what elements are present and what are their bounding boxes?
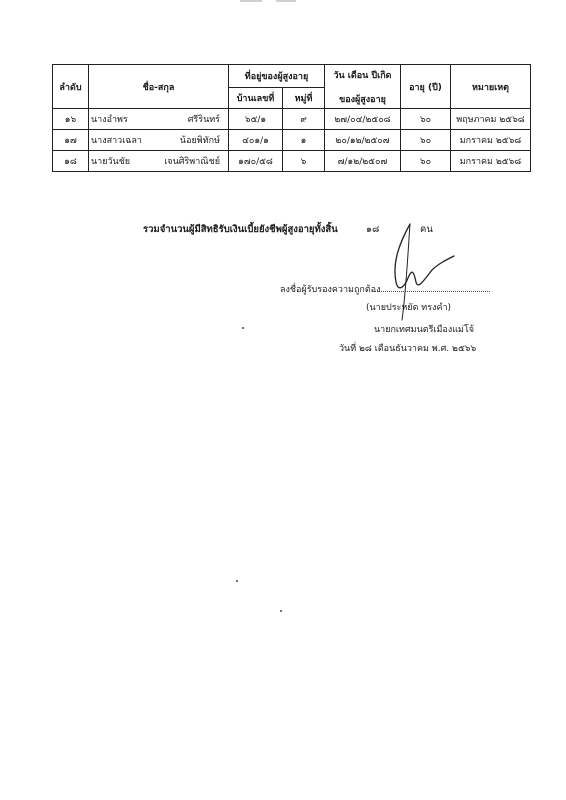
cell-village: ๙ (283, 109, 325, 130)
cell-house-no: ๖๕/๑ (229, 109, 283, 130)
cell-seq: ๑๘ (53, 151, 89, 172)
table-header-row (53, 65, 531, 88)
table-row (53, 151, 531, 172)
certifier-label: ลงชื่อผู้รับรองความถูกต้อง (280, 285, 381, 295)
scan-artifact (240, 0, 310, 4)
cell-village: ๖ (283, 151, 325, 172)
header-age: อายุ (ปี) (401, 65, 451, 109)
header-seq: ลำดับ (53, 65, 89, 109)
header-address: ที่อยู่ของผู้สูงอายุ (229, 65, 325, 88)
cell-name (89, 130, 229, 151)
cell-age: ๖๐ (401, 151, 451, 172)
header-name: ชื่อ-สกุล (89, 65, 229, 109)
cell-birthdate: ๒๗/๐๔/๒๕๐๘ (325, 109, 401, 130)
cell-last-name: ศรีรินทร์ (187, 115, 220, 125)
header-birthdate-line2: ของผู้สูงอายุ (339, 94, 386, 105)
cell-seq: ๑๗ (53, 130, 89, 151)
elderly-allowance-table (52, 64, 531, 172)
header-birthdate (325, 65, 401, 109)
cell-house-no: ๔๐๑/๑ (229, 130, 283, 151)
header-village: หมู่ที่ (283, 88, 325, 109)
scan-speck (280, 610, 282, 612)
cell-first-name: นายวันชัย (91, 157, 131, 167)
scan-speck (242, 327, 244, 329)
signature-dotted-line (374, 291, 490, 292)
cell-last-name: เจนศิริพาณิชย์ (164, 157, 220, 167)
cell-last-name: น้อยพิทักษ์ (179, 136, 220, 146)
cell-birthdate: ๗/๑๒/๒๕๐๗ (325, 151, 401, 172)
table-row (53, 109, 531, 130)
cell-note: มกราคม ๒๕๖๘ (451, 151, 531, 172)
cell-note: พฤษภาคม ๒๕๖๘ (451, 109, 531, 130)
cell-name (89, 151, 229, 172)
table-row (53, 130, 531, 151)
summary-unit: คน (420, 224, 433, 235)
certification-date: วันที่ ๒๘ เดือนธันวาคม พ.ศ. ๒๕๖๖ (339, 344, 477, 354)
cell-seq: ๑๖ (53, 109, 89, 130)
cell-first-name: นางอำพร (91, 115, 128, 125)
summary-label: รวมจำนวนผู้มีสิทธิรับเงินเบี้ยยังชีพผู้สูงอายุทั้งสิ้น (143, 224, 338, 235)
cell-age: ๖๐ (401, 109, 451, 130)
summary-count: ๑๘ (366, 224, 380, 235)
signer-name: (นายประหยัด ทรงคำ) (366, 303, 452, 313)
cell-birthdate: ๒๐/๑๒/๒๕๐๗ (325, 130, 401, 151)
cell-note: มกราคม ๒๕๖๘ (451, 130, 531, 151)
cell-name (89, 109, 229, 130)
scan-speck (236, 580, 238, 582)
header-house-no: บ้านเลขที่ (229, 88, 283, 109)
cell-first-name: นางสาวเฉลา (91, 136, 142, 146)
header-note: หมายเหตุ (451, 65, 531, 109)
cell-village: ๑ (283, 130, 325, 151)
signer-position: นายกเทศมนตรีเมืองแม่โจ้ (374, 325, 475, 335)
cell-house-no: ๑๗๐/๕๘ (229, 151, 283, 172)
cell-age: ๖๐ (401, 130, 451, 151)
header-birthdate-line1: วัน เดือน ปีเกิด (333, 70, 392, 81)
summary-line (143, 222, 433, 237)
